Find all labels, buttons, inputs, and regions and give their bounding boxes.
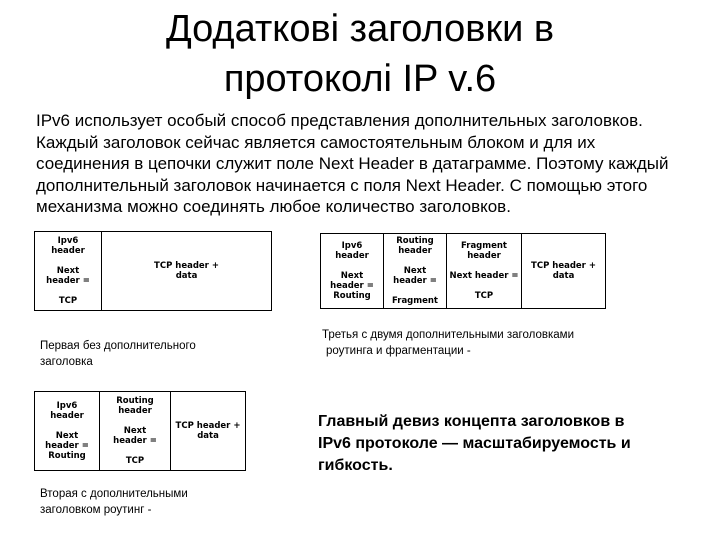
cell-text: header = [45, 441, 89, 451]
caption-line: Вторая с дополнительными [40, 488, 188, 500]
cell-text: Routing [333, 291, 371, 301]
cell-text: TCP header + [531, 261, 596, 271]
cell-text: Routing [48, 451, 86, 461]
cell-text: header [467, 251, 501, 261]
cell-text: Routing [116, 396, 154, 406]
cell-text: Ipv6 [341, 241, 363, 251]
caption-line: Первая без дополнительного [40, 340, 196, 352]
fragment-header-cell [447, 234, 522, 309]
intro-line: механизма можно соединять любое количество заголовков. [36, 197, 511, 216]
diagram-no-extension-headers [34, 231, 272, 311]
diagram2-caption [40, 486, 188, 518]
cell-text: header [335, 251, 369, 261]
caption-line: заголовка [40, 356, 93, 368]
cell-text: data [552, 271, 575, 281]
cell-text: Next [123, 426, 147, 436]
cell-text: header [398, 246, 432, 256]
cell-text: Next [55, 431, 79, 441]
cell-text: header = [113, 436, 157, 446]
cell-text: TCP [474, 291, 494, 301]
intro-line: Каждый заголовок сейчас является самостоятельным блоком и для их [36, 132, 596, 152]
cell-text: Fragment [391, 296, 438, 306]
motto-text [318, 411, 708, 477]
intro-line: дополнительный заголовок начинается с поля Next Header. С помощью этого [36, 175, 648, 195]
ipv6-header-cell [35, 232, 102, 311]
cell-text: Ipv6 [57, 236, 79, 246]
cell-text: header = [330, 281, 374, 291]
intro-line: соединения в цепочки служит поле Next Header в датаграмме. Поэтому каждый [36, 154, 669, 173]
motto-line: гибкость. [318, 457, 393, 474]
cell-text: Routing [396, 236, 434, 246]
routing-header-cell [100, 392, 171, 471]
slide-title-line: протоколі IP v.6 [223, 58, 497, 100]
cell-text: TCP header + [175, 421, 241, 431]
cell-text: Next [340, 271, 364, 281]
cell-text: TCP [58, 296, 78, 306]
diagram-routing-header [34, 391, 246, 471]
intro-paragraph [36, 110, 706, 218]
cell-text: header [118, 406, 152, 416]
diagram-routing-fragment-headers [320, 233, 606, 309]
ipv6-header-cell [321, 234, 384, 309]
tcp-payload-cell [171, 392, 246, 471]
cell-text: Ipv6 [56, 401, 78, 411]
diagram1-caption [40, 338, 196, 370]
caption-line: Третья с двумя дополнительными заголовками [322, 329, 574, 341]
cell-text: header [51, 246, 85, 256]
cell-text: Next header = [449, 271, 519, 281]
cell-text: data [197, 431, 219, 441]
tcp-payload-cell [102, 232, 272, 311]
routing-header-cell [384, 234, 447, 309]
cell-text: Next [56, 266, 80, 276]
cell-text: header = [393, 276, 437, 286]
cell-text: TCP [125, 456, 145, 466]
caption-line: заголовком роутинг - [40, 504, 152, 516]
cell-text: header = [46, 276, 90, 286]
diagram3-caption [322, 327, 574, 359]
cell-text: Fragment [460, 241, 507, 251]
cell-text: TCP header + [154, 261, 219, 271]
slide-title [0, 4, 720, 104]
cell-text: data [175, 271, 198, 281]
motto-line: Главный девиз концепта заголовков в [318, 413, 625, 430]
cell-text: header [50, 411, 84, 421]
caption-line: роутинга и фрагментации - [326, 345, 471, 357]
tcp-payload-cell [522, 234, 606, 309]
intro-line: IPv6 использует особый способ представления дополнительных заголовков. [36, 111, 643, 130]
slide-title-line: Додаткові заголовки в [165, 8, 555, 50]
motto-line: IPv6 протоколе — масштабируемость и [318, 435, 631, 452]
cell-text: Next [403, 266, 427, 276]
ipv6-header-cell [35, 392, 100, 471]
